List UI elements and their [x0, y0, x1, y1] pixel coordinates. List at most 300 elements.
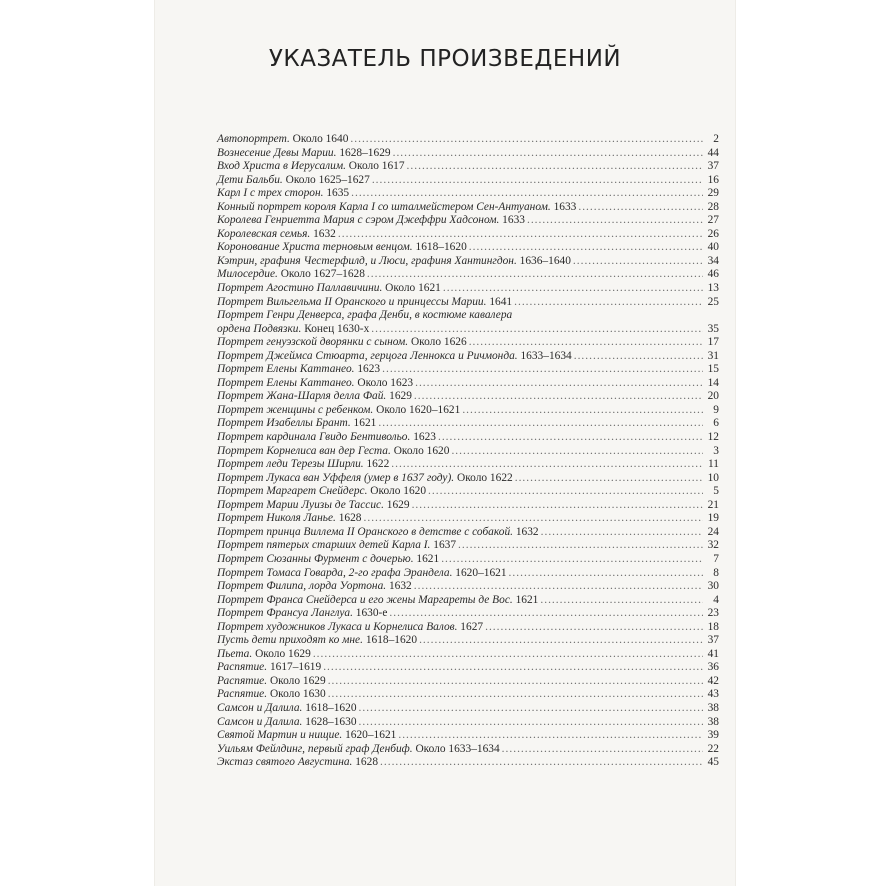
entry-line	[217, 512, 719, 526]
entry-line	[217, 431, 719, 445]
entry-title	[217, 634, 417, 648]
page-number: 34	[707, 254, 719, 267]
work-title: Пьета.	[217, 647, 253, 660]
entry-title	[217, 323, 369, 337]
work-title: Портрет Изабеллы Брант.	[217, 417, 351, 430]
entry-title	[217, 567, 507, 581]
page-number: 7	[713, 552, 719, 565]
work-date: 1632	[386, 580, 412, 593]
entry-title	[217, 390, 412, 404]
work-title: Распятие.	[217, 661, 268, 674]
entry-line	[217, 526, 719, 540]
work-title: Портрет Филипа, лорда Уортона.	[217, 580, 387, 593]
entry-title	[217, 702, 357, 716]
dot-leader	[527, 214, 703, 228]
work-title: Дети Бальби.	[217, 173, 283, 186]
entry-line	[217, 485, 719, 499]
entry-line	[217, 417, 719, 431]
page-number: 6	[713, 417, 719, 430]
index-entry	[217, 255, 719, 269]
entry-title	[217, 472, 513, 486]
work-title: Самсон и Далила.	[217, 715, 303, 728]
page-number: 2	[713, 133, 719, 145]
entry-title	[217, 553, 439, 567]
work-date: Около 1627–1628	[277, 268, 365, 281]
work-date: 1617–1619	[267, 661, 322, 674]
index-entry	[217, 729, 719, 743]
work-title: Портрет Лукаса ван Уффеля (умер в 1637 году).	[217, 471, 455, 484]
work-title: Портрет Франсуа Ланглуа.	[217, 607, 353, 620]
entry-line	[217, 648, 719, 662]
index-entry	[217, 309, 719, 336]
entry-title	[217, 133, 348, 147]
entry-title	[217, 363, 380, 377]
dot-leader	[351, 187, 703, 201]
entry-title	[217, 147, 391, 161]
dot-leader	[378, 417, 703, 431]
page-number: 31	[707, 349, 719, 362]
book-page	[155, 0, 735, 886]
dot-leader	[328, 688, 703, 702]
entry-title	[217, 539, 456, 553]
dot-leader	[451, 445, 703, 459]
entry-line	[217, 404, 719, 418]
entry-line	[217, 336, 719, 350]
index-entry	[217, 350, 719, 364]
work-title: Портрет Джеймса Стюарта, герцога Леннокса и Ричмонда.	[217, 349, 518, 362]
work-title: Экстаз святого Августина.	[217, 756, 353, 769]
index-entry	[217, 526, 719, 540]
entry-line	[217, 187, 719, 201]
work-title: Портрет Маргарет Снейдерс.	[217, 485, 368, 498]
page-number: 27	[707, 214, 719, 227]
work-title: Портрет принца Виллема II Оранского в детстве с собакой.	[217, 525, 513, 538]
page-number: 22	[707, 742, 719, 755]
work-date: 1628–1629	[336, 146, 391, 159]
work-title: Святой Мартин и нищие.	[217, 729, 343, 742]
index-entry	[217, 634, 719, 648]
page-number: 21	[707, 498, 719, 511]
index-entry	[217, 282, 719, 296]
work-date: 1623	[410, 431, 436, 444]
work-date: 1618–1620	[302, 701, 357, 714]
dot-leader	[313, 648, 703, 662]
dot-leader	[515, 472, 703, 486]
work-title: Портрет Франса Снейдерса и его жены Маргареты де Вос.	[217, 593, 513, 606]
page-number: 42	[707, 674, 719, 687]
dot-leader	[462, 404, 703, 418]
work-date: 1629	[383, 498, 410, 511]
work-date: Около 1629	[267, 674, 326, 687]
index-entry	[217, 201, 719, 215]
dot-leader	[382, 363, 703, 377]
entry-title	[217, 580, 412, 594]
work-date: Около 1620–1621	[373, 403, 461, 416]
entry-line	[217, 214, 719, 228]
entry-title	[217, 499, 410, 513]
index-entry	[217, 688, 719, 702]
dot-leader	[323, 661, 703, 675]
index-entry	[217, 756, 719, 770]
entry-line	[217, 174, 719, 188]
dot-leader	[485, 621, 703, 635]
index-entry	[217, 187, 719, 201]
dot-leader	[443, 282, 703, 296]
index-entry	[217, 716, 719, 730]
dot-leader	[469, 241, 703, 255]
page-number: 41	[707, 647, 719, 660]
entry-line	[217, 282, 719, 296]
index-entry	[217, 702, 719, 716]
dot-leader	[573, 255, 703, 269]
page-number: 17	[707, 336, 719, 349]
index-entry	[217, 174, 719, 188]
entry-title	[217, 756, 378, 770]
page-number: 43	[707, 688, 719, 701]
page-number: 38	[707, 715, 719, 728]
dot-leader	[415, 377, 703, 391]
page-title: УКАЗАТЕЛЬ ПРОИЗВЕДЕНИЙ	[268, 46, 622, 72]
entry-line	[217, 743, 719, 757]
entry-line	[217, 567, 719, 581]
dot-leader	[441, 553, 703, 567]
page-number: 3	[713, 444, 719, 457]
work-date: 1637	[430, 539, 457, 552]
work-date: Около 1633–1634	[412, 742, 500, 755]
work-title: Портрет Томаса Говарда, 2-го графа Эрандела.	[217, 566, 453, 579]
work-title: Портрет кардинала Гвидо Бентивольо.	[217, 431, 411, 444]
entry-title	[217, 228, 336, 242]
entry-title	[217, 512, 362, 526]
work-date: 1633	[499, 214, 525, 227]
entry-title	[217, 445, 449, 459]
page-number: 36	[707, 661, 719, 674]
work-date: Около 1620	[367, 485, 427, 498]
work-date: 1641	[486, 295, 513, 308]
entry-title	[217, 716, 357, 730]
index-entry	[217, 594, 719, 608]
work-title: Королевская семья.	[217, 227, 311, 240]
entry-line	[217, 553, 719, 567]
dot-leader	[371, 323, 703, 337]
work-date: 1628	[352, 756, 379, 769]
page-number: 10	[707, 471, 719, 484]
work-title: Портрет Вильгельма II Оранского и принцессы Марии.	[217, 295, 487, 308]
page-number: 35	[707, 322, 719, 335]
page-number: 40	[707, 241, 719, 254]
index-entry	[217, 268, 719, 282]
entry-line	[217, 688, 719, 702]
entry-line	[217, 702, 719, 716]
work-date: Около 1630	[267, 688, 326, 701]
page-number: 14	[707, 376, 719, 389]
index-entry	[217, 296, 719, 310]
page-number: 23	[707, 607, 719, 620]
dot-leader	[367, 268, 703, 282]
index-entry	[217, 241, 719, 255]
work-date: 1633	[550, 200, 577, 213]
dot-leader	[514, 296, 703, 310]
dot-leader	[359, 702, 703, 716]
entry-title	[217, 675, 326, 689]
index-entry	[217, 404, 719, 418]
index-entry	[217, 336, 719, 350]
work-date: Конец 1630-х	[301, 322, 370, 335]
work-date: 1627	[457, 620, 484, 633]
dot-leader	[419, 634, 703, 648]
work-date: Около 1620	[390, 444, 450, 457]
page-number: 4	[713, 593, 719, 606]
index-entry	[217, 512, 719, 526]
entry-line	[217, 133, 719, 147]
dot-leader	[380, 756, 703, 770]
work-date: Около 1626	[408, 336, 467, 349]
work-title: Распятие.	[217, 674, 268, 687]
entry-line	[217, 729, 719, 743]
work-date: 1633–1634	[517, 349, 572, 362]
entry-title	[217, 282, 441, 296]
work-date: 1632	[513, 525, 539, 538]
page-number: 8	[713, 566, 719, 579]
index-entry	[217, 675, 719, 689]
page-number: 19	[707, 512, 719, 525]
work-date: Около 1623	[354, 376, 414, 389]
work-date: 1623	[354, 363, 381, 376]
page-number: 44	[707, 146, 719, 159]
work-title: Самсон и Далила.	[217, 701, 303, 714]
index-entry	[217, 458, 719, 472]
dot-leader	[414, 580, 703, 594]
page-number: 9	[713, 403, 719, 416]
dot-leader	[438, 431, 703, 445]
page-number: 29	[707, 187, 719, 200]
index-list	[217, 133, 719, 770]
work-title: Вознесение Девы Марии.	[217, 146, 337, 159]
dot-leader	[359, 716, 703, 730]
entry-title	[217, 160, 405, 174]
entry-title	[217, 458, 389, 472]
entry-line	[217, 539, 719, 553]
page-number: 20	[707, 390, 719, 403]
dot-leader	[574, 350, 703, 364]
index-entry	[217, 133, 719, 147]
work-title: Портрет Марии Луизы де Тассис.	[217, 498, 384, 511]
work-title: Портрет Корнелиса ван дер Геста.	[217, 444, 391, 457]
entry-line	[217, 634, 719, 648]
work-date: 1618–1620	[412, 241, 467, 254]
page-number: 11	[708, 458, 719, 471]
work-title: Конный портрет короля Карла I со шталмейстером Сен-Антуаном.	[217, 200, 551, 213]
page-number: 28	[707, 200, 719, 213]
index-entry	[217, 553, 719, 567]
work-title: Портрет леди Терезы Ширли.	[217, 458, 364, 471]
entry-line	[217, 756, 719, 770]
entry-title	[217, 594, 538, 608]
entry-line	[217, 661, 719, 675]
work-date: 1621	[413, 552, 440, 565]
page-number: 5	[713, 485, 719, 498]
page-number: 32	[707, 539, 719, 552]
entry-line	[217, 241, 719, 255]
index-entry	[217, 499, 719, 513]
entry-title	[217, 296, 512, 310]
dot-leader	[502, 743, 703, 757]
work-title: Карл I с трех сторон.	[217, 187, 324, 200]
work-date: 1628–1630	[302, 715, 357, 728]
work-date: 1622	[363, 458, 390, 471]
entry-title	[217, 268, 365, 282]
entry-line	[217, 228, 719, 242]
index-entry	[217, 485, 719, 499]
entry-line	[217, 255, 719, 269]
entry-line	[217, 201, 719, 215]
dot-leader	[509, 567, 703, 581]
work-date: 1628	[335, 512, 362, 525]
page-number: 18	[707, 620, 719, 633]
index-entry	[217, 472, 719, 486]
work-title: Портрет Генри Денверса, графа Денби, в костюме кавалера	[217, 309, 513, 322]
work-title: Портрет Агостино Паллавичини.	[217, 282, 383, 295]
entry-line	[217, 323, 719, 337]
work-title: Милосердие.	[217, 268, 278, 281]
work-title: Коронование Христа терновым венцом.	[217, 241, 413, 254]
entry-line	[217, 499, 719, 513]
page-number: 39	[707, 729, 719, 742]
work-date: 1621	[350, 417, 377, 430]
work-title: Уильям Фейлдинг, первый граф Денбиф.	[217, 742, 413, 755]
index-entry	[217, 580, 719, 594]
work-title: Портрет художников Лукаса и Корнелиса Валов.	[217, 620, 458, 633]
dot-leader	[328, 675, 703, 689]
index-entry	[217, 417, 719, 431]
dot-leader	[372, 174, 703, 188]
entry-title	[217, 336, 467, 350]
work-date: 1620–1621	[452, 566, 507, 579]
entry-line	[217, 363, 719, 377]
work-date: 1629	[386, 390, 412, 403]
page-number: 46	[707, 268, 719, 281]
dot-leader	[389, 607, 703, 621]
dot-leader	[414, 390, 703, 404]
entry-line	[217, 607, 719, 621]
page-number: 15	[707, 363, 719, 376]
work-title: Портрет Николя Ланье.	[217, 512, 336, 525]
page-number: 37	[707, 160, 719, 173]
entry-title-line	[217, 309, 719, 323]
index-entry	[217, 539, 719, 553]
work-date: Около 1621	[382, 282, 441, 295]
work-date: 1632	[310, 227, 336, 240]
index-entry	[217, 228, 719, 242]
work-date: Около 1625–1627	[282, 173, 370, 186]
dot-leader	[364, 512, 704, 526]
work-date: Около 1617	[345, 160, 405, 173]
entry-line	[217, 390, 719, 404]
page-number: 37	[707, 634, 719, 647]
entry-title	[217, 607, 387, 621]
entry-line	[217, 580, 719, 594]
work-title: Королева Генриетта Мария с сэром Джеффри Хадсоном.	[217, 214, 500, 227]
entry-line	[217, 621, 719, 635]
entry-line	[217, 594, 719, 608]
entry-line	[217, 472, 719, 486]
work-title: Вход Христа в Иерусалим.	[217, 160, 346, 173]
entry-title	[217, 174, 370, 188]
entry-title	[217, 187, 349, 201]
page-number: 13	[707, 282, 719, 295]
index-entry	[217, 743, 719, 757]
entry-title	[217, 417, 376, 431]
index-entry	[217, 214, 719, 228]
entry-line	[217, 160, 719, 174]
index-entry	[217, 445, 719, 459]
page-number: 38	[707, 701, 719, 714]
entry-title	[217, 377, 413, 391]
work-date: 1620–1621	[342, 729, 397, 742]
entry-title	[217, 743, 500, 757]
work-title: ордена Подвязки.	[217, 322, 302, 335]
dot-leader	[540, 594, 703, 608]
work-date: Около 1622	[454, 471, 513, 484]
entry-title	[217, 688, 326, 702]
dot-leader	[541, 526, 703, 540]
work-date: 1636–1640	[516, 254, 571, 267]
page-number: 30	[707, 580, 719, 593]
entry-title	[217, 431, 436, 445]
dot-leader	[391, 458, 703, 472]
work-title: Портрет генуэзской дворянки с сыном.	[217, 336, 409, 349]
index-entry	[217, 160, 719, 174]
entry-title	[217, 485, 426, 499]
entry-title	[217, 255, 571, 269]
entry-line	[217, 458, 719, 472]
work-title: Распятие.	[217, 688, 268, 701]
dot-leader	[458, 539, 703, 553]
dot-leader	[578, 201, 703, 215]
work-title: Кэтрин, графиня Честерфилд, и Люси, графиня Хантингдон.	[217, 254, 517, 267]
work-title: Портрет Жана-Шарля делла Фай.	[217, 390, 387, 403]
work-title: Портрет женщины с ребенком.	[217, 403, 374, 416]
entry-title	[217, 621, 483, 635]
entry-title	[217, 661, 321, 675]
work-title: Портрет Елены Каттанео.	[217, 363, 355, 376]
work-title: Автопортрет.	[217, 133, 290, 145]
entry-title	[217, 648, 311, 662]
work-date: 1618–1620	[362, 634, 418, 647]
index-entry	[217, 621, 719, 635]
entry-title	[217, 404, 460, 418]
index-entry	[217, 648, 719, 662]
work-title: Портрет пятерых старших детей Карла I.	[217, 539, 431, 552]
index-entry	[217, 567, 719, 581]
dot-leader	[398, 729, 703, 743]
index-entry	[217, 363, 719, 377]
entry-line	[217, 268, 719, 282]
dot-leader	[469, 336, 703, 350]
dot-leader	[393, 147, 703, 161]
entry-title	[217, 526, 539, 540]
entry-line	[217, 675, 719, 689]
index-entry	[217, 661, 719, 675]
work-title: Портрет Елены Каттанео.	[217, 376, 355, 389]
dot-leader	[428, 485, 703, 499]
dot-leader	[350, 133, 703, 147]
page-number: 24	[707, 525, 719, 538]
work-title: Портрет Сюзанны Фурмент с дочерью.	[217, 552, 414, 565]
work-date: 1630-е	[352, 607, 388, 620]
page-number: 26	[707, 227, 719, 240]
entry-line	[217, 445, 719, 459]
